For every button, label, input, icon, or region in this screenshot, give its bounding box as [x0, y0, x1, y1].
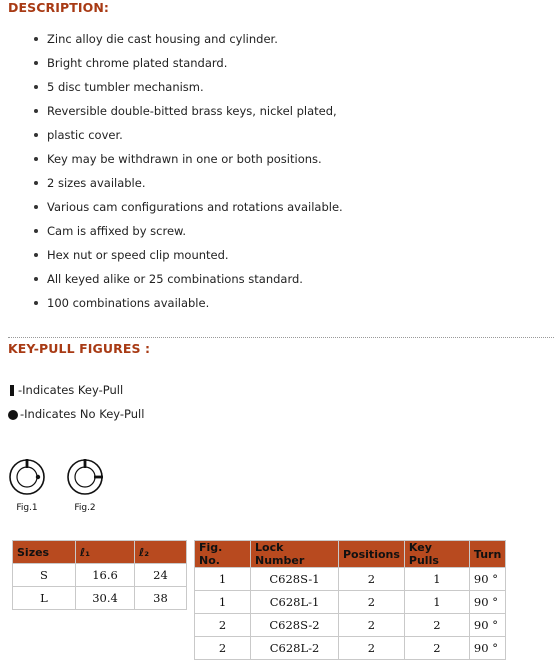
lock-numbers-table: [194, 540, 506, 660]
legend-key-pull: [8, 383, 123, 397]
table-header-row: [13, 541, 187, 564]
table-cell: 16.6: [76, 564, 135, 587]
figure-2-caption: Fig.2: [74, 503, 96, 513]
table-cell: 2: [195, 637, 251, 660]
table-cell: 90 °: [469, 591, 505, 614]
feature-item: All keyed alike or 25 combinations standard.: [28, 267, 358, 291]
column-header: Sizes: [13, 541, 76, 564]
table-cell: 2: [404, 637, 469, 660]
feature-item: Cam is affixed by screw.: [28, 219, 358, 243]
feature-item: plastic cover.: [28, 123, 358, 147]
key-pull-figure-1-icon: [7, 457, 47, 497]
column-header: Turn: [469, 541, 505, 568]
table-cell: 2: [339, 637, 405, 660]
legend-no-key-pull-text: -Indicates No Key-Pull: [20, 407, 145, 421]
sizes-table: [12, 540, 187, 610]
feature-item: Reversible double-bitted brass keys, nickel plated,: [28, 99, 358, 123]
table-cell: 1: [404, 591, 469, 614]
feature-item: Bright chrome plated standard.: [28, 51, 358, 75]
feature-item: Hex nut or speed clip mounted.: [28, 243, 358, 267]
feature-item: 100 combinations available.: [28, 291, 358, 315]
column-header: ℓ₁: [76, 541, 135, 564]
legend-key-pull-text: -Indicates Key-Pull: [18, 383, 124, 397]
table-cell: 24: [135, 564, 187, 587]
table-cell: 1: [195, 568, 251, 591]
figure-1-caption: Fig.1: [16, 503, 38, 513]
table-row: [195, 591, 506, 614]
section-divider: [8, 337, 554, 338]
table-header-row: [195, 541, 506, 568]
table-cell: C628L-1: [251, 591, 339, 614]
table-cell: 90 °: [469, 614, 505, 637]
table-cell: L: [13, 587, 76, 610]
table-cell: 1: [195, 591, 251, 614]
table-row: [195, 637, 506, 660]
key-pull-heading: KEY-PULL FIGURES :: [8, 341, 151, 356]
key-pull-figure-2-icon: [65, 457, 105, 497]
feature-item: Zinc alloy die cast housing and cylinder.: [28, 27, 358, 51]
table-cell: 30.4: [76, 587, 135, 610]
table-cell: 2: [339, 614, 405, 637]
table-cell: 38: [135, 587, 187, 610]
table-cell: 90 °: [469, 637, 505, 660]
table-cell: C628L-2: [251, 637, 339, 660]
table-cell: 90 °: [469, 568, 505, 591]
feature-item: 5 disc tumbler mechanism.: [28, 75, 358, 99]
table-cell: C628S-1: [251, 568, 339, 591]
feature-item: Various cam configurations and rotations available.: [28, 195, 358, 219]
table-cell: 2: [339, 591, 405, 614]
column-header: Key Pulls: [404, 541, 469, 568]
table-row: [195, 568, 506, 591]
table-cell: 2: [404, 614, 469, 637]
no-key-pull-dot-icon: [8, 410, 18, 420]
table-row: [13, 564, 187, 587]
description-heading: DESCRIPTION:: [8, 0, 109, 15]
table-cell: 2: [195, 614, 251, 637]
table-row: [13, 587, 187, 610]
table-cell: S: [13, 564, 76, 587]
column-header: Positions: [339, 541, 405, 568]
table-cell: 2: [339, 568, 405, 591]
key-pull-bar-icon: [10, 385, 14, 396]
table-cell: 1: [404, 568, 469, 591]
feature-list: [28, 27, 358, 315]
feature-item: 2 sizes available.: [28, 171, 358, 195]
figure-2: [65, 457, 105, 513]
column-header: Lock Number: [251, 541, 339, 568]
table-cell: C628S-2: [251, 614, 339, 637]
legend-no-key-pull: [8, 407, 144, 421]
feature-item: Key may be withdrawn in one or both positions.: [28, 147, 358, 171]
table-row: [195, 614, 506, 637]
column-header: Fig. No.: [195, 541, 251, 568]
figure-1: [7, 457, 47, 513]
column-header: ℓ₂: [135, 541, 187, 564]
